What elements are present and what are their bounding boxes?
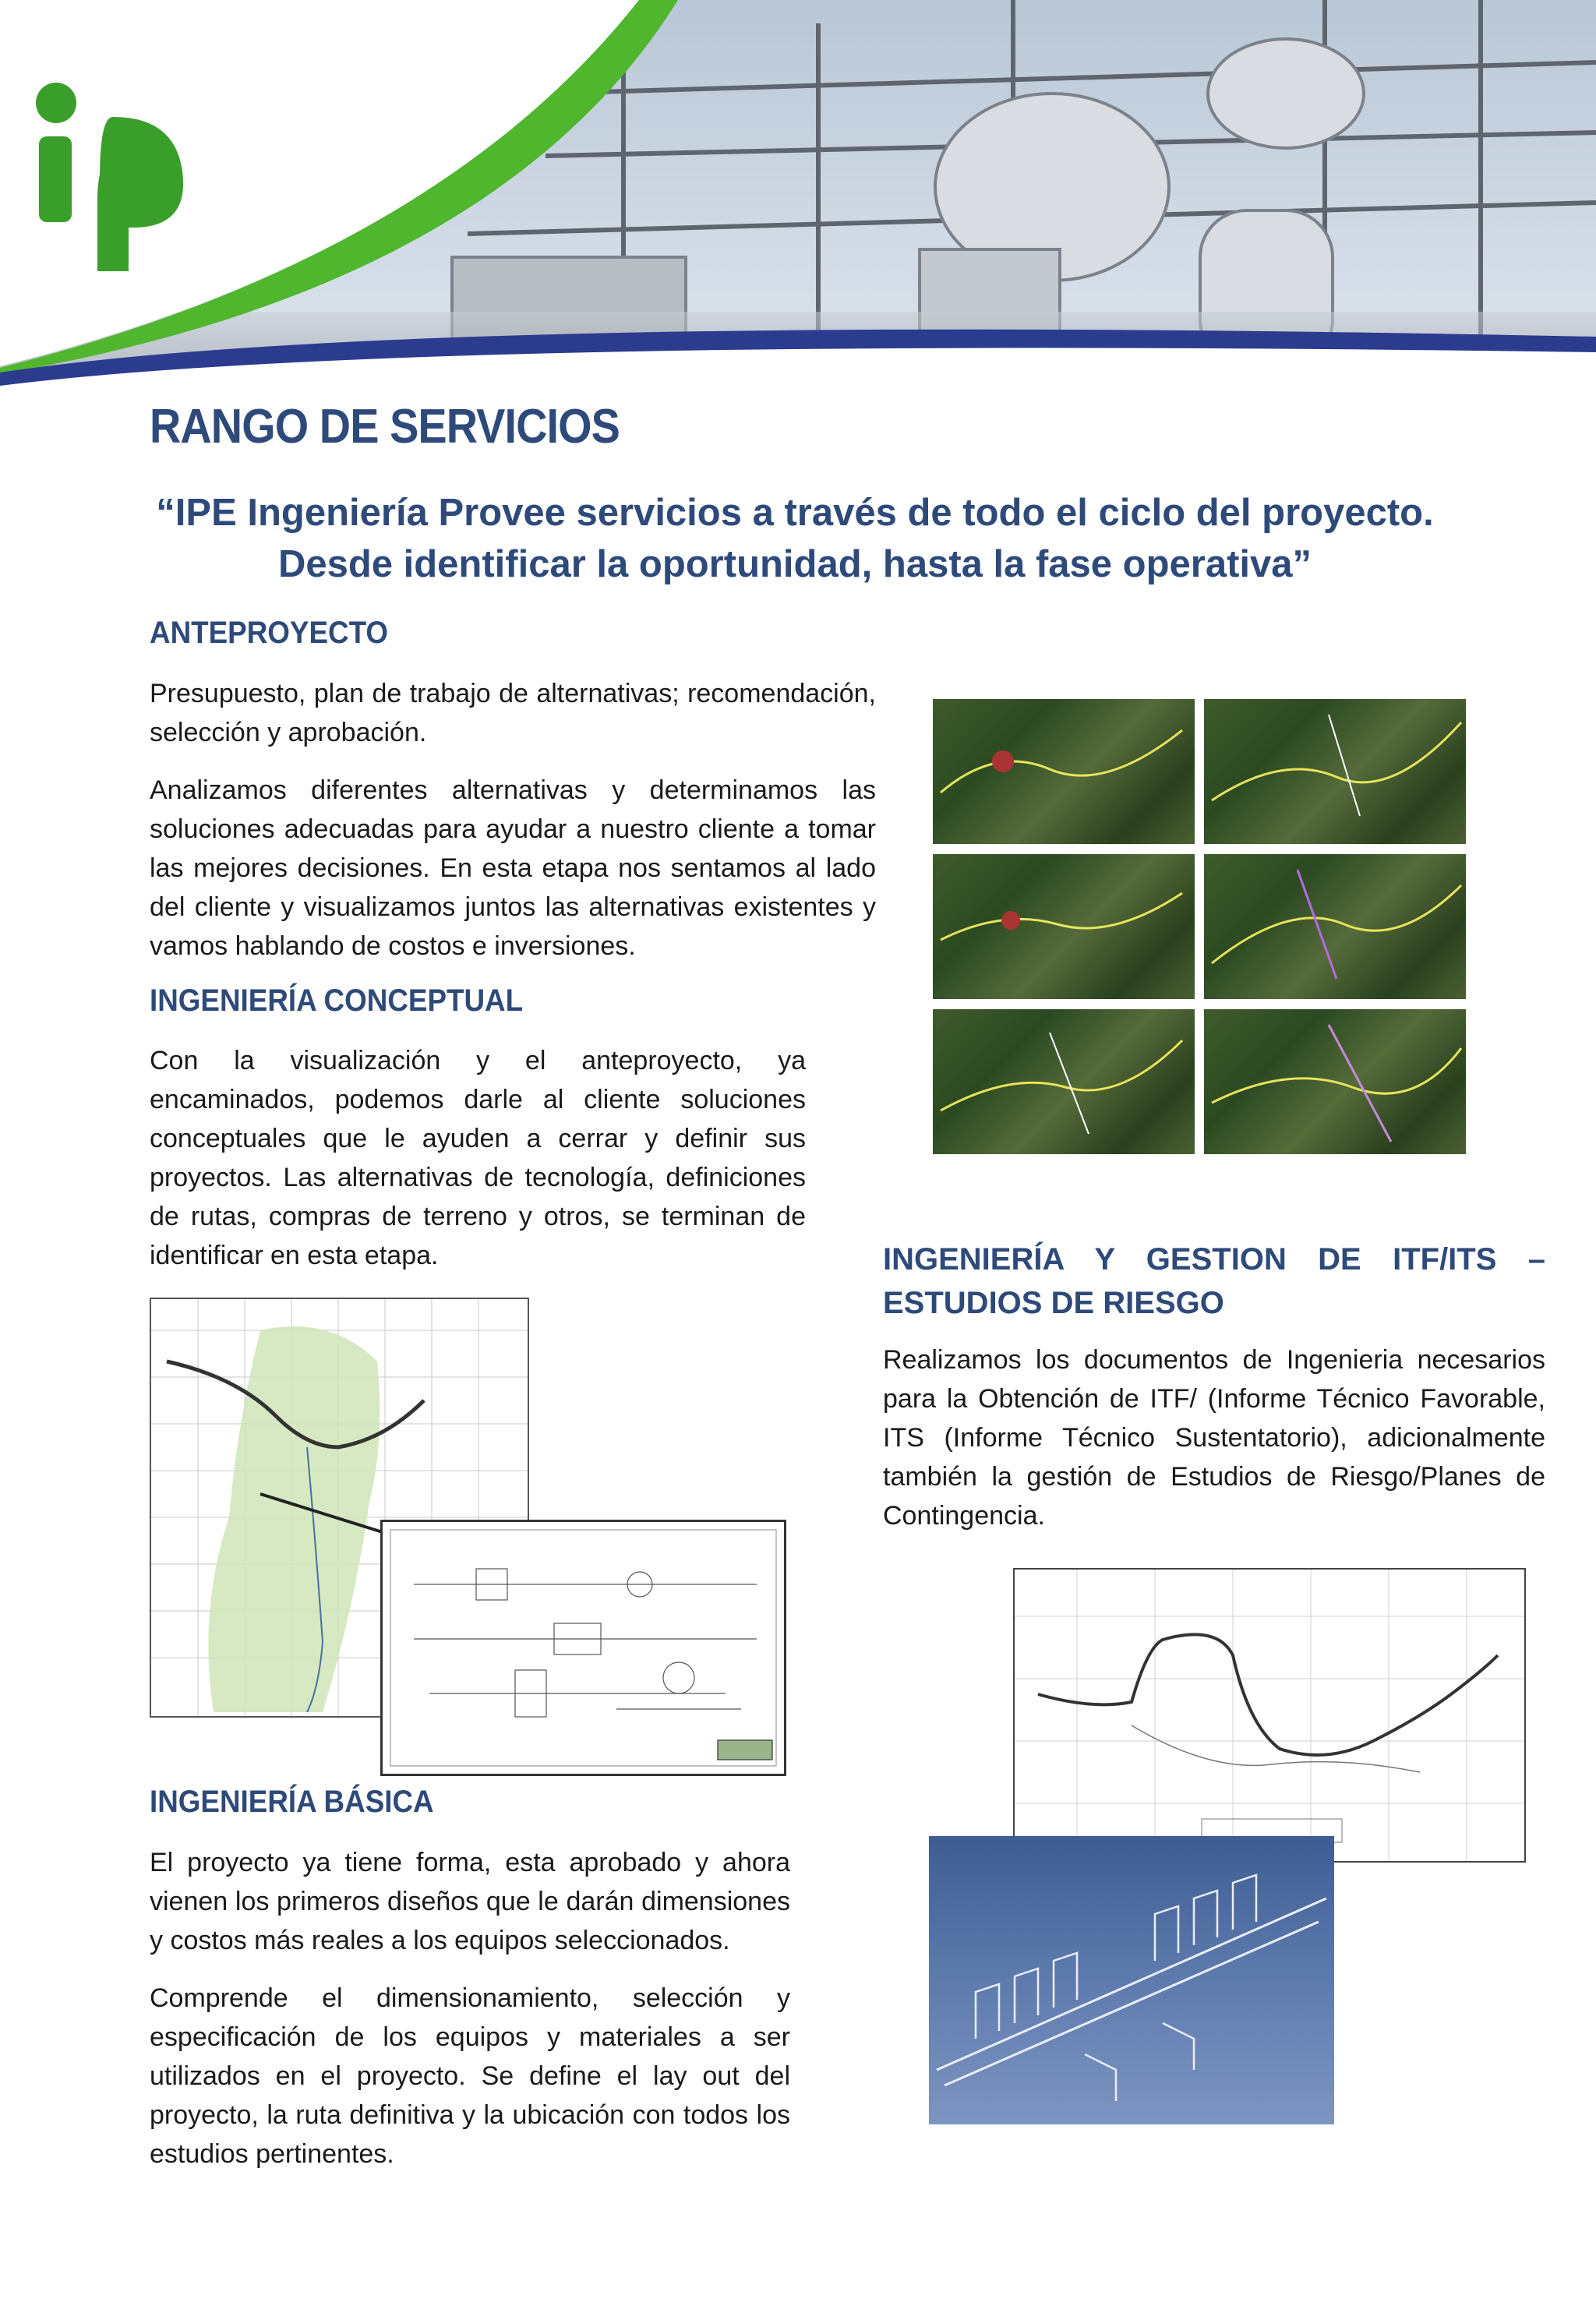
section-body-basica [150,1843,790,2192]
mission-quote [109,487,1481,590]
pid-diagram-figure [380,1520,786,1776]
section-body-conceptual [150,1041,806,1294]
anteproyecto-paragraph-1: Presupuesto, plan de trabajo de alternativas; recomendación, selección y aprobación. [150,679,876,747]
page-title: RANGO DE SERVICIOS [150,400,620,454]
alternative-map-1 [933,699,1195,844]
section-title-conceptual: INGENIERÍA CONCEPTUAL [150,983,524,1018]
alternative-map-2 [1204,699,1466,844]
conceptual-paragraph-1: Con la visualización y el anteproyecto, ya encaminados, podemos darle al cliente soluciones conceptuales que le ayuden a cerrar y definir sus proyectos. Las alternativas de tecnología, definiciones de rutas, compras de terreno y otros, se terminan de identificar en esta etapa. [150,1046,806,1270]
quote-line-1: “IPE Ingeniería Provee servicios a través de todo el ciclo del proyecto. [156,492,1434,534]
anteproyecto-paragraph-2: Analizamos diferentes alternativas y determinamos las soluciones adecuadas para ayudar a nuestro cliente a tomar las mejores decisiones. En esta etapa nos sentamos al lado del cliente y visualizamos juntos las alternativas existentes y vamos hablando de costos e inversiones. [150,775,876,961]
basica-paragraph-2: Comprende el dimensionamiento, selección y especificación de los equipos y materiales a ser utilizados en el proyecto. Se define el lay out del proyecto, la ruta definitiva y la ubicación con todos los estudios pertinentes. [150,1983,790,2169]
piping-3d-render-figure [929,1836,1334,2124]
section-title-anteproyecto: ANTEPROYECTO [150,616,389,650]
basica-paragraph-1: El proyecto ya tiene forma, esta aprobado y ahora vienen los primeros diseños que le darán dimensiones y costos más reales a los equipos seleccionados. [150,1848,790,1955]
alternative-map-4 [1204,854,1466,999]
alternative-map-6 [1204,1009,1466,1154]
alternative-map-5 [933,1009,1195,1154]
section-body-anteproyecto [150,674,876,984]
route-alternatives-figure [933,699,1468,1155]
section-body-itf [883,1340,1545,1554]
itf-paragraph-1: Realizamos los documentos de Ingenieria necesarios para la Obtención de ITF/ (Informe Técnico Favorable, ITS (Informe Técnico Sustentatorio), adicionalmente también la gestión de Estudios de Riesgo/Planes de Contingencia. [883,1345,1545,1531]
header-banner [0,0,1596,390]
section-title-basica: INGENIERÍA BÁSICA [150,1785,434,1819]
route-plan-figure [1013,1568,1526,1863]
alternative-map-3 [933,854,1195,999]
header-graphic [0,0,1596,390]
section-title-itf: INGENIERÍA Y GESTION DE ITF/ITS – ESTUDIOS DE RIESGO [883,1242,1545,1320]
quote-line-2: Desde identificar la oportunidad, hasta la fase operativa” [277,543,1312,585]
